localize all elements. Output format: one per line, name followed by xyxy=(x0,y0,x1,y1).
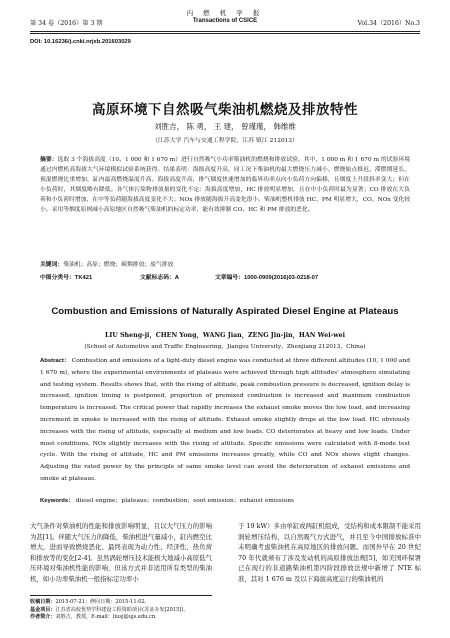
body-column-left: 大气条件对柴油机的性能和排放影响明显，且以大气压力的影响为甚[1]。伴随大气压力的降低，柴油机进气量减小，缸内燃空比增大，进而导致燃烧恶化、最终表现为动力性、经济性、热负荷和排放等的变化[2-4]。虽然涡轮增压技术能极大地减小高原低气压环境对柴油机性能的影响，但该方式并非适用所有类型的柴油机，如小功率柴油机一般指标定功率小 xyxy=(30,522,212,583)
fund-label: 基金项目： xyxy=(30,606,56,613)
journal-title-zh: 内 燃 机 学 报 xyxy=(186,9,264,17)
keywords-en-text: diesel engine；plateaus；combustion；soot emission；exhaust emissions xyxy=(75,498,295,504)
abstract-en-label: Abstract： xyxy=(40,358,70,364)
abstract-en-text: Combustion and emissions of a light-duty diesel engine was conducted at three different altitudes (10, 1 000 and 1 670 m), where the experimental environments of plateaus were achieved through high altitudes' atmosphere simulating and testing system. Results shows that, with the rising of altitude, peak combustion pressure is decreased, ignition delay is increased, ignition timing is postponed, proportion of premixed combustion is increased and maximum combustion temperature is increased. The critical power that rapidly increases the exhaust smoke moves the low load, and increasing increment in smoke is increased with the rising of altitude. Exhaust smoke slightly drops at the low load. HC obviously increases with the rising of altitude, especially at medium and low loads. CO deteriorates at heavy and low loads. Under most conditions, NOx slightly increases with the rising of altitude. Specific emissions were calculated with 8-mode test cycle. With the rising of altitude, HC and PM emissions increases greatly, while CO and NOx shows slight changes. Adjusting the rated power by the principle of same smoke level can avoid the deterioration of exhaust emissions and smoke at plateaus. xyxy=(40,358,411,482)
paper-title-en: Combustion and Emissions of Naturally Aspirated Diesel Engine at Plateaus xyxy=(51,306,399,317)
keywords-en xyxy=(40,496,410,506)
affiliation-zh: （江苏大学 汽车与交通工程学院，江苏 镇江 212013） xyxy=(152,138,298,144)
paper-title-zh: 高原环境下自然吸气柴油机燃烧及排放特性 xyxy=(92,102,358,117)
keywords-en-label: Keywords： xyxy=(40,498,75,504)
header-rule xyxy=(30,31,420,32)
footnote-author xyxy=(30,614,420,622)
clc-number: 中图分类号：TK421 xyxy=(40,275,93,281)
header-rule-second xyxy=(30,33,420,34)
footnote-rule xyxy=(30,595,212,596)
volume-issue-en: Vol.34（2016）No.3 xyxy=(357,20,420,27)
abstract-zh-text: 选取 3 个海拔高度（10、1 000 和 1 670 m）进行自然吸气小功率柴油机的燃烧和排放试验。其中，1 000 m 和 1 670 m 的试验环境通过内燃机高海拔大气环境模拟试验系统获得。结果表明：海拔高度升高，同工况下柴油机的最大燃烧压力减小、燃烧始点推迟、滞燃期延长，预混燃烧比重增加，缸内最高燃烧温度升高。海拔高度升高，排气烟度快速增加的临界功率点向小负荷方向偏移，且烟度上升段斜率变大；但在小负荷时，其烟度略有降低。各气体污染物排放量的变化不定：海拔高度增加，HC 排放明显增加，且在中小负荷时最为显著；CO 排放在大负荷和小负荷时增加，在中等负荷随海拔高度变化不大；NOx 排放随海拔升高变化很小。柴油机整机排放 HC、PM 明显增大，CO、NOx 变化较小。采用等烟度原则减小高原地区自然吸气柴油机的标定功率，能有效抑制 CO、HC 和 PM 排放的恶化。 xyxy=(40,157,410,214)
author-bio-text[interactable]: 刘胜吉，教授，E-mail：liusj@ujs.edu.cn. xyxy=(55,614,157,621)
journal-title-en: Transactions of CSICE xyxy=(192,18,258,24)
authors-en: LIU Sheng-ji，CHEN Yong，WANG Jian，ZENG Jin-jin，HAN Wei-wei xyxy=(104,332,346,339)
keywords-zh xyxy=(40,260,410,270)
running-header xyxy=(30,8,420,30)
abstract-en xyxy=(40,356,410,486)
keywords-zh-label: 关键词： xyxy=(40,262,64,268)
authors-zh: 刘胜吉， 陈 勇， 王 建， 曾瑾瑾， 韩维维 xyxy=(154,122,296,131)
affiliation-en: (School of Automotive and Traffic Engineering，Jiangsu University，Zhenjiang 212013，China) xyxy=(84,344,366,350)
received-dates: 2015-07-21；修回日期：2015-11-02. xyxy=(55,599,147,605)
volume-issue: 第 34 卷（2016）第 3 期 xyxy=(30,20,103,27)
article-number: 文章编号：1000-0909(2016)03-0218-07 xyxy=(215,275,319,281)
fund-text: 江苏省高校优势学科建设工程资助项目(苏证办发[2015])。 xyxy=(55,606,189,613)
body-column-right: 于 19 kW）多由单缸或两缸机组成，受结构和成本限制不能采用涡轮增压结构，以自然吸气方式进气，并且至今中国排放标准中未明确考虑柴油机在高原地区的排放问题。而国外早在 20 世纪 70 年代就颁布了涉及发动机的高原排放法规[5]，如美国环保署已在现行的非道路柴油机第四阶段排放法规中新增了 NTE 标准，其对 1 676 m 及以下海拔高度运行的柴油机的 xyxy=(238,522,421,583)
keywords-zh-text: 柴油机；高原；燃烧；碳烟排放；废气排放 xyxy=(63,262,174,268)
received-label: 收稿日期： xyxy=(30,599,56,605)
abstract-zh-label: 摘要： xyxy=(40,157,58,163)
doi[interactable]: DOI: 10.16236/j.cnki.nrjxb.201603029 xyxy=(30,39,131,45)
document-code: 文献标志码：A xyxy=(140,275,179,281)
abstract-zh xyxy=(40,155,410,216)
footnotes xyxy=(30,599,420,622)
footnote-received xyxy=(30,599,420,607)
author-bio-label: 作者简介： xyxy=(30,614,56,621)
